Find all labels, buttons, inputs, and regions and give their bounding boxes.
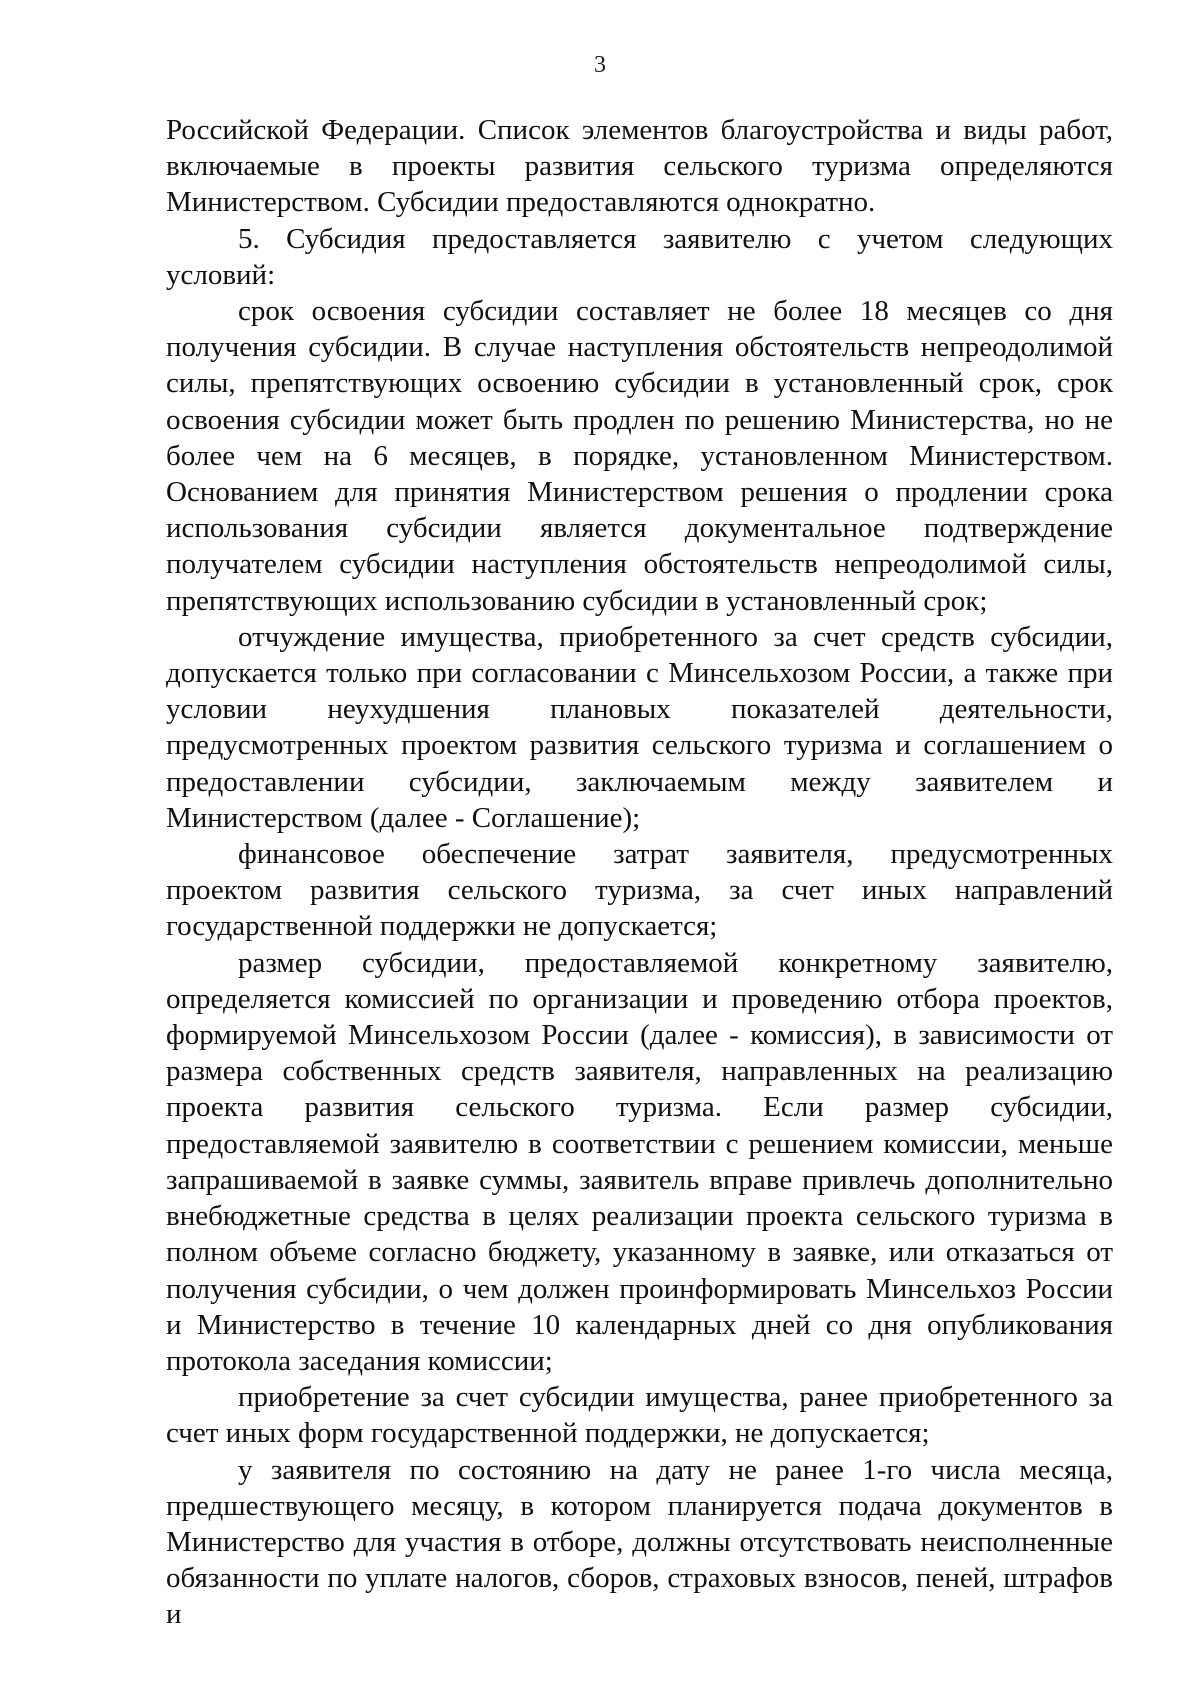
document-body xyxy=(166,112,1113,1633)
paragraph-continuation: Российской Федерации. Список элементов благоустройства и виды работ, включаемые в проекты развития сельского туризма определяются Министерством. Субсидии предоставляются однократно. xyxy=(166,114,1113,219)
page-number: 3 xyxy=(594,52,606,78)
paragraph-condition-term: срок освоения субсидии составляет не более 18 месяцев со дня получения субсидии. В случае наступления обстоятельств непреодолимой силы, препятствующих освоению субсидии в установленный срок, срок освоения субсидии может быть продлен по решению Министерства, но не более чем на 6 месяцев, в порядке, установленном Министерством. Основанием для принятия Министерством решения о продлении срока использования субсидии является документальное подтверждение получателем субсидии наступления обстоятельств непреодолимой силы, препятствующих использованию субсидии в установленный срок; xyxy=(166,295,1113,617)
paragraph-condition-obligations: у заявителя по состоянию на дату не ранее 1-го числа месяца, предшествующего месяцу, в котором планируется подача документов в Министерство для участия в отборе, должны отсутствовать неисполненные обязанности по уплате налогов, сборов, страховых взносов, пеней, штрафов и xyxy=(166,1453,1113,1631)
paragraph-condition-financing: финансовое обеспечение затрат заявителя, предусмотренных проектом развития сельского туризма, за счет иных направлений государственной поддержки не допускается; xyxy=(166,838,1113,943)
paragraph-condition-acquisition: приобретение за счет субсидии имущества, ранее приобретенного за счет иных форм государственной поддержки, не допускается; xyxy=(166,1381,1113,1450)
paragraph-condition-amount: размер субсидии, предоставляемой конкретному заявителю, определяется комиссией по организации и проведению отбора проектов, формируемой Минсельхозом России (далее - комиссия), в зависимости от размера собственных средств заявителя, направленных на реализацию проекта развития сельского туризма. Если размер субсидии, предоставляемой заявителю в соответствии с решением комиссии, меньше запрашиваемой в заявке суммы, заявитель вправе привлечь дополнительно внебюджетные средства в целях реализации проекта сельского туризма в полном объеме согласно бюджету, указанному в заявке, или отказаться от получения субсидии, о чем должен проинформировать Минсельхоз России и Министерство в течение 10 календарных дней со дня опубликования протокола заседания комиссии; xyxy=(166,946,1113,1377)
paragraph-item-5: 5. Субсидия предоставляется заявителю с учетом следующих условий: xyxy=(166,222,1113,291)
paragraph-condition-alienation: отчуждение имущества, приобретенного за счет средств субсидии, допускается только при согласовании с Минсельхозом России, а также при условии неухудшения плановых показателей деятельности, предусмотренных проектом развития сельского туризма и соглашением о предоставлении субсидии, заключаемым между заявителем и Министерством (далее - Соглашение); xyxy=(166,620,1113,834)
